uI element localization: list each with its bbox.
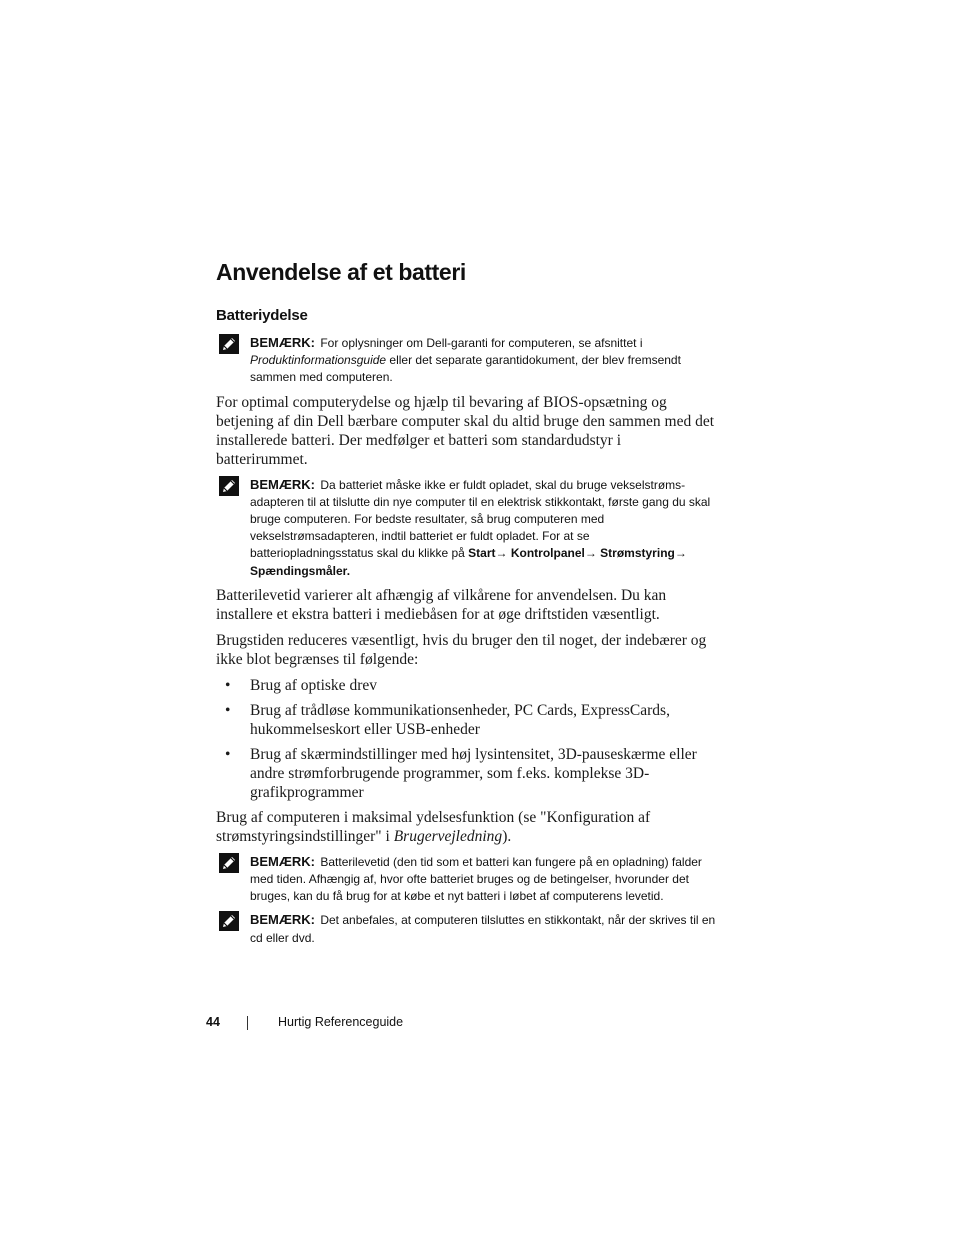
paragraph-3: Brugstiden reduceres væsentligt, hvis du bruger den til noget, der indebærer og ikke blot begrænses til følgende: <box>216 631 707 668</box>
note-2 <box>216 476 716 580</box>
note-text: Det anbefales, at computeren tilsluttes en stikkontakt, når der skrives til en cd eller dvd. <box>250 913 716 945</box>
footer-title: Hurtig Referenceguide <box>278 1015 404 1029</box>
footer-divider <box>247 1016 248 1030</box>
menu-path-control-panel: Kontrolpanel <box>510 546 585 561</box>
arrow: → <box>584 546 597 561</box>
paragraph-1: For optimal computerydelse og hjælp til bevaring af BIOS-opsætning og betjening af din Dell bærbare computer skal du altid bruge den sammen med det installerede batteri. Der medfølger et batteri som standardudstyr i batterirummet. <box>216 393 715 468</box>
list-item: • Brug af skærmindstillinger med høj lysintensitet, 3D-pauseskærme eller andre strømforbrugende programmer, som f.eks. komplekse 3D-grafikprogrammer <box>225 745 697 801</box>
page-number: 44 <box>206 1015 220 1029</box>
bullet: • <box>225 745 231 763</box>
note-pencil-icon <box>219 334 239 354</box>
bullet-list <box>216 676 716 802</box>
paragraph-2: Batterilevetid varierer alt afhængig af vilkårene for anvendelsen. Du kan installere et ekstra batteri i mediebåsen for at øge driftstiden væsentligt. <box>216 586 667 623</box>
page-content <box>216 256 716 953</box>
list-item: • Brug af optiske drev <box>225 676 377 694</box>
arrow: → <box>674 546 687 561</box>
menu-path-start: Start <box>468 546 496 561</box>
bullet: • <box>225 701 231 719</box>
bullet: • <box>225 676 231 694</box>
note-text: Da batteriet måske ikke er fuldt opladet, skal du bruge vekselstrøms-adapteren til at tilslutte din nye computer til en elektrisk stikkontakt, første gang du skal bruge computeren. For bedste resultater, så brug computeren med vekselstrømsadapteren, indtil batteriet er fuldt opladet. For at se batteriopladningsstatus skal du klikke på <box>250 477 711 561</box>
note-label: BEMÆRK: <box>250 476 315 492</box>
note-pencil-icon <box>219 476 239 496</box>
note-text: For oplysninger om Dell-garanti for computeren, se afsnittet i <box>320 336 643 350</box>
note-1 <box>216 334 716 387</box>
note-text: eller det separate garantidokument, der blev fremsendt sammen med computeren. <box>250 353 681 385</box>
page-title: Anvendelse af et batteri <box>216 259 466 285</box>
menu-path-power: Strømstyring <box>600 546 675 561</box>
note-label: BEMÆRK: <box>250 853 315 869</box>
arrow: → <box>495 546 508 561</box>
note-pencil-icon <box>219 911 239 931</box>
note-text: Batterilevetid (den tid som et batteri kan fungere på en opladning) falder med tiden. Afhængig af, hvor ofte batteriet bruges og de betingelser, hvorunder det bruges, kan du få brug for at købe et nyt batteri i løbet af computerens levetid. <box>250 854 702 904</box>
section-heading: Batteriydelse <box>216 307 308 324</box>
italic-ref: Brugervejledning <box>393 827 503 845</box>
menu-path-battery-meter: Spændingsmåler. <box>250 563 351 578</box>
paragraph-4: Brug af computeren i maksimal ydelsesfunktion (se "Konfiguration af strømstyringsindstillinger" i Brugervejledning). <box>216 808 651 845</box>
note-pencil-icon <box>219 853 239 873</box>
note-4 <box>216 911 716 946</box>
note-italic: Produktinformationsguide <box>250 353 387 368</box>
note-3 <box>216 853 716 906</box>
list-item: • Brug af trådløse kommunikationsenheder, PC Cards, ExpressCards, hukommelseskort eller USB-enheder <box>225 701 670 738</box>
note-label: BEMÆRK: <box>250 912 315 928</box>
note-label: BEMÆRK: <box>250 335 315 350</box>
